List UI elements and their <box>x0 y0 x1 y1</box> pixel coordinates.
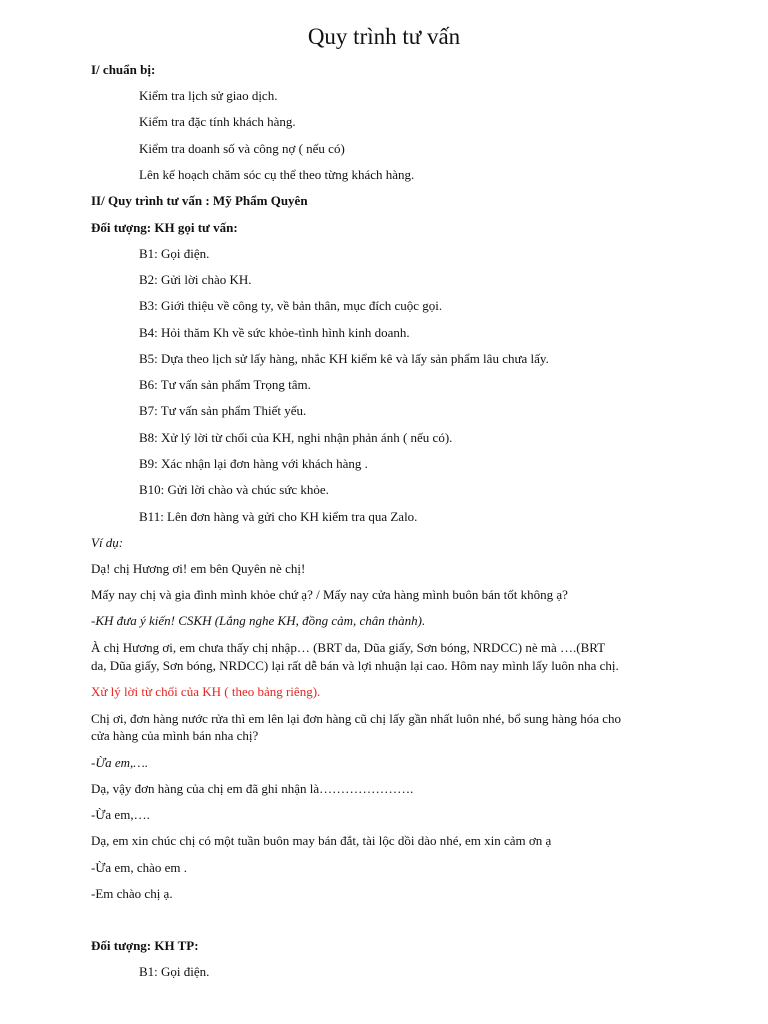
section-heading-preparation: I/ chuẩn bị: <box>91 62 156 77</box>
dialogue-line: Chị ơi, đơn hàng nước rửa thì em lên lại đơn hàng cũ chị lấy gần nhất luôn nhé, bổ sung hàng hóa cho <box>91 711 622 726</box>
dialogue-line: Dạ, vậy đơn hàng của chị em đã ghi nhận là…………………. <box>91 781 414 796</box>
dialogue-reply: -Ừa em,…. <box>91 755 149 770</box>
process-step: B6: Tư vấn sản phẩm Trọng tâm. <box>139 377 311 392</box>
prep-item: Kiểm tra lịch sử giao dịch. <box>139 88 278 103</box>
section-heading-process: II/ Quy trình tư vấn : Mỹ Phẩm Quyên <box>91 193 308 208</box>
dialogue-reply: -Ừa em, chào em . <box>91 860 187 875</box>
process-step: B9: Xác nhận lại đơn hàng với khách hàng . <box>139 456 368 471</box>
dialogue-note: -KH đưa ý kiến! CSKH (Lắng nghe KH, đồng cảm, chân thành). <box>91 613 426 628</box>
process-step: B2: Gửi lời chào KH. <box>139 272 252 287</box>
process-step: B1: Gọi điện. <box>139 246 210 261</box>
process-step: B3: Giới thiệu về công ty, về bản thân, mục đích cuộc gọi. <box>139 298 443 313</box>
dialogue-line: Dạ, em xin chúc chị có một tuần buôn may bán đắt, tài lộc dồi dào nhé, em xin cảm ơn ạ <box>91 833 552 848</box>
process-step: B4: Hỏi thăm Kh về sức khỏe-tình hình kinh doanh. <box>139 325 410 340</box>
dialogue-line: Mấy nay chị và gia đình mình khỏe chứ ạ? / Mấy nay cửa hàng mình buôn bán tốt không ạ? <box>91 587 568 602</box>
process-step: B7: Tư vấn sản phẩm Thiết yếu. <box>139 403 307 418</box>
process-step: B8: Xử lý lời từ chối của KH, nghi nhận phản ánh ( nếu có). <box>139 430 453 445</box>
prep-item: Lên kế hoạch chăm sóc cụ thể theo từng khách hàng. <box>139 167 415 182</box>
process-step: B10: Gửi lời chào và chúc sức khỏe. <box>139 482 329 497</box>
process-step: B11: Lên đơn hàng và gửi cho KH kiểm tra qua Zalo. <box>139 509 418 524</box>
prep-item: Kiểm tra doanh số và công nợ ( nếu có) <box>139 141 345 156</box>
process-step: B5: Dựa theo lịch sử lấy hàng, nhắc KH kiểm kê và lấy sản phẩm lâu chưa lấy. <box>139 351 549 366</box>
dialogue-reply: -Ừa em,…. <box>91 807 150 822</box>
prep-item: Kiểm tra đặc tính khách hàng. <box>139 114 296 129</box>
dialogue-line: cửa hàng của mình bán nha chị? <box>91 728 259 743</box>
process-step: B1: Gọi điện. <box>139 964 210 979</box>
target-heading-tp: Đối tượng: KH TP: <box>91 938 199 953</box>
page-title: Quy trình tư vấn <box>307 24 461 49</box>
dialogue-line: Dạ! chị Hương ơi! em bên Quyên nè chị! <box>91 561 306 576</box>
dialogue-line: -Em chào chị ạ. <box>91 886 173 901</box>
dialogue-line: À chị Hương ơi, em chưa thấy chị nhập… (BRT da, Dũa giấy, Sơn bóng, NRDCC) nè mà ….(BRT <box>91 640 606 655</box>
target-heading-call: Đối tượng: KH gọi tư vấn: <box>91 220 238 235</box>
objection-handling-note: Xử lý lời từ chối của KH ( theo bảng riêng). <box>91 684 321 699</box>
dialogue-line: da, Dũa giấy, Sơn bóng, NRDCC) lại rất dễ bán và lợi nhuận lại cao. Hôm nay mình lấy luôn nha chị. <box>91 658 619 673</box>
example-label: Ví dụ: <box>91 535 124 550</box>
